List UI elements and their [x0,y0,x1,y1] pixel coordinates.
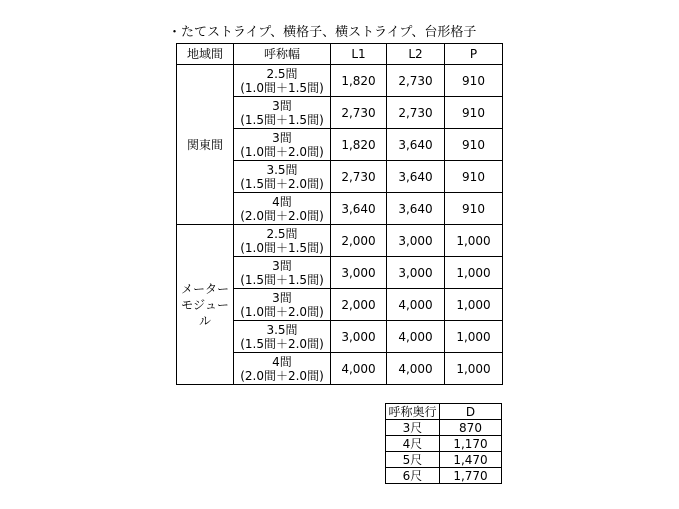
p-cell: 910 [445,97,503,129]
nominal-width-cell [234,225,331,257]
l2-cell: 4,000 [387,321,445,353]
section-heading: ・たてストライプ、横格子、横ストライプ、台形格子 [168,25,477,40]
l1-cell: 1,820 [331,65,387,97]
breakdown-label: (1.5間＋1.5間) [240,272,324,287]
breakdown-label: (1.5間＋1.5間) [240,112,324,127]
breakdown-label: (1.5間＋2.0間) [240,336,324,351]
header-d: D [440,404,502,420]
region-label-line2: モジュール [181,297,229,328]
depth-name-cell: 4尺 [386,436,440,452]
dimension-table [176,43,503,385]
depth-name-cell: 6尺 [386,468,440,484]
breakdown-label: (1.0間＋1.5間) [240,80,324,95]
l2-cell: 3,640 [387,161,445,193]
depth-row [386,436,502,452]
breakdown-label: (2.0間＋2.0間) [240,208,324,223]
breakdown-label: (1.0間＋2.0間) [240,144,324,159]
nominal-width-cell [234,97,331,129]
depth-header-row [386,404,502,420]
p-cell: 1,000 [445,321,503,353]
nominal-width-cell [234,65,331,97]
breakdown-label: (2.0間＋2.0間) [240,368,324,383]
breakdown-label: (1.0間＋1.5間) [240,240,324,255]
nominal-width-cell [234,161,331,193]
p-cell: 1,000 [445,289,503,321]
nominal-width-cell [234,129,331,161]
size-label: 4間 [272,194,292,209]
size-label: 3.5間 [266,322,298,337]
header-nominal-depth: 呼称奥行 [386,404,440,420]
l1-cell: 2,000 [331,289,387,321]
l2-cell: 4,000 [387,289,445,321]
l1-cell: 3,000 [331,257,387,289]
depth-value-cell: 1,170 [440,436,502,452]
depth-name-cell: 5尺 [386,452,440,468]
p-cell: 1,000 [445,257,503,289]
p-cell: 910 [445,193,503,225]
l2-cell: 2,730 [387,65,445,97]
l2-cell: 2,730 [387,97,445,129]
l1-cell: 3,640 [331,193,387,225]
size-label: 2.5間 [266,66,298,81]
depth-name-cell: 3尺 [386,420,440,436]
table-row [177,65,503,97]
region-cell-kanto: 関東間 [177,65,234,225]
breakdown-label: (1.0間＋2.0間) [240,304,324,319]
nominal-width-cell [234,353,331,385]
depth-row [386,468,502,484]
l1-cell: 2,730 [331,97,387,129]
size-label: 2.5間 [266,226,298,241]
p-cell: 910 [445,129,503,161]
table-header-row [177,44,503,65]
p-cell: 910 [445,161,503,193]
l2-cell: 3,640 [387,193,445,225]
l1-cell: 2,000 [331,225,387,257]
size-label: 3間 [272,98,292,113]
header-l2: L2 [387,44,445,65]
size-label: 3間 [272,290,292,305]
l1-cell: 1,820 [331,129,387,161]
p-cell: 1,000 [445,225,503,257]
header-region: 地域間 [177,44,234,65]
depth-row [386,452,502,468]
size-label: 3間 [272,258,292,273]
p-cell: 1,000 [445,353,503,385]
size-label: 3間 [272,130,292,145]
depth-table [385,403,502,484]
nominal-width-cell [234,289,331,321]
l1-cell: 4,000 [331,353,387,385]
l2-cell: 3,000 [387,225,445,257]
nominal-width-cell [234,321,331,353]
header-p: P [445,44,503,65]
header-nominal-width: 呼称幅 [234,44,331,65]
region-label-line1: メーター [180,281,229,296]
nominal-width-cell [234,193,331,225]
l1-cell: 3,000 [331,321,387,353]
nominal-width-cell [234,257,331,289]
l2-cell: 3,640 [387,129,445,161]
table-row [177,225,503,257]
size-label: 3.5間 [266,162,298,177]
region-cell-meter-module [177,225,234,385]
l2-cell: 3,000 [387,257,445,289]
depth-row [386,420,502,436]
depth-value-cell: 1,770 [440,468,502,484]
header-l1: L1 [331,44,387,65]
depth-value-cell: 870 [440,420,502,436]
size-label: 4間 [272,354,292,369]
l2-cell: 4,000 [387,353,445,385]
p-cell: 910 [445,65,503,97]
depth-value-cell: 1,470 [440,452,502,468]
breakdown-label: (1.5間＋2.0間) [240,176,324,191]
l1-cell: 2,730 [331,161,387,193]
